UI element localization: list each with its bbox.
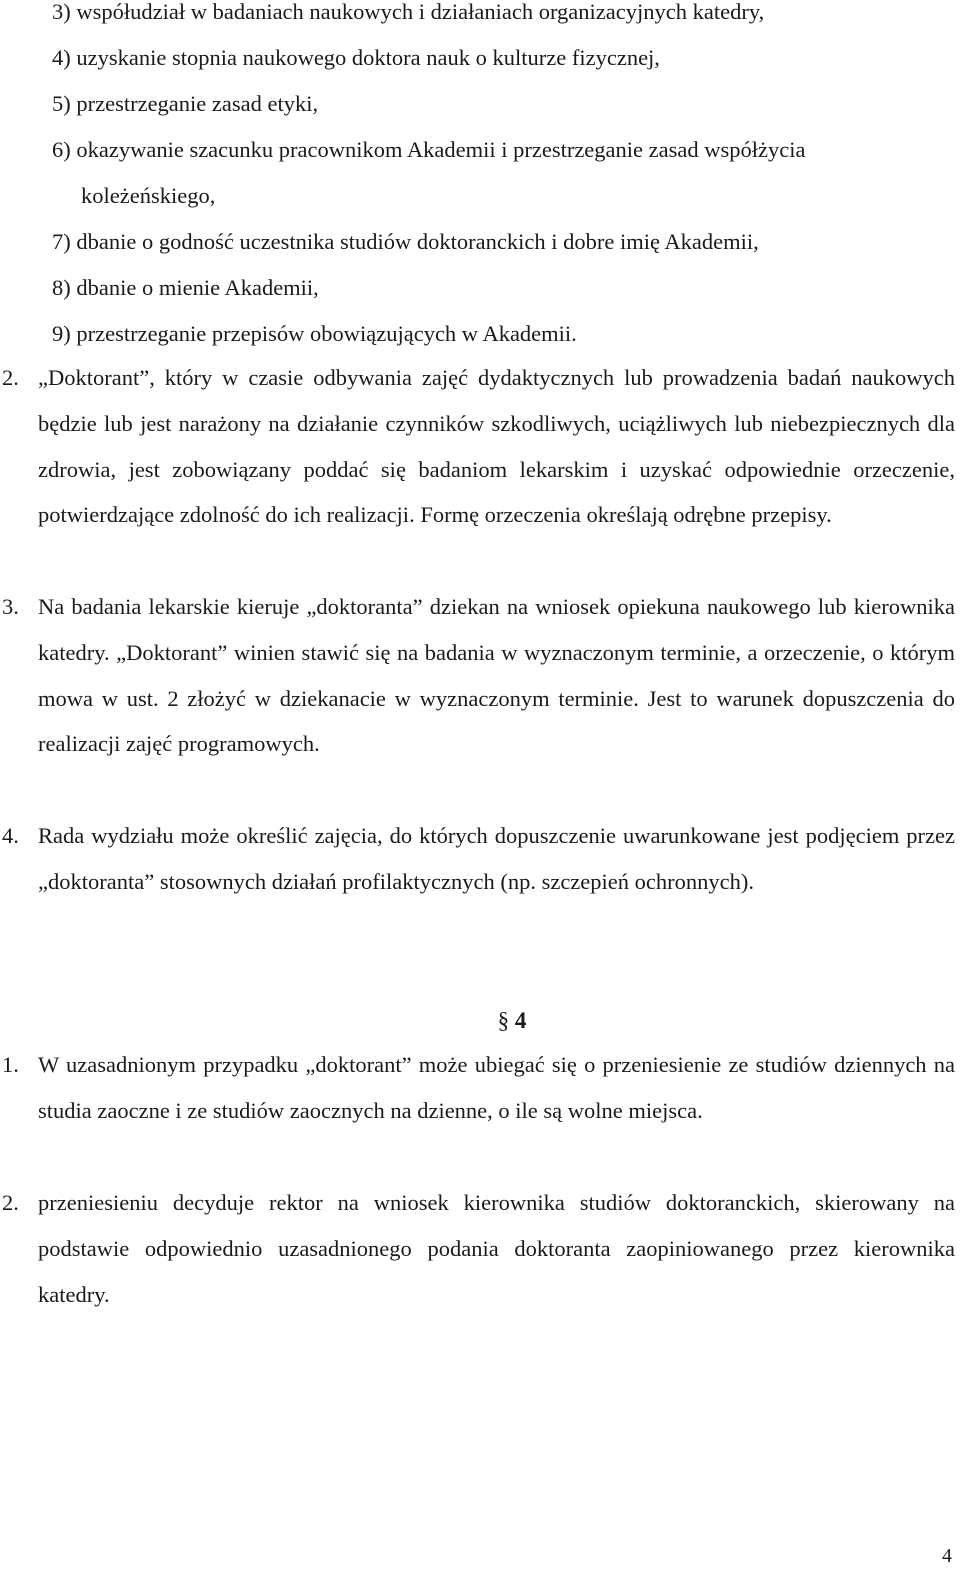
paragraph — [2, 1180, 955, 1317]
paragraph — [2, 1042, 955, 1134]
list-item: 4) uzyskanie stopnia naukowego doktora nauk o kulturze fizycznej, — [52, 45, 660, 70]
paragraph-text: Na badania lekarskie kieruje „doktoranta” dziekan na wniosek opiekuna naukowego lub kierownika katedry. „Doktorant” winien stawić się na badania w wyznaczonym terminie, a orzeczenie, o którym mowa w ust. 2 złożyć w dziekanacie w wyznaczonym terminie. Jest to warunek dopuszczenia do realizacji zajęć programowych. — [38, 594, 955, 757]
list-item: 3) współudział w badaniach naukowych i działaniach organizacyjnych katedry, — [52, 0, 765, 24]
page-number: 4 — [942, 1545, 952, 1567]
paragraph-number: 2. — [2, 365, 19, 390]
paragraph-number: 3. — [2, 594, 19, 619]
paragraph-text: „Doktorant”, który w czasie odbywania zajęć dydaktycznych lub prowadzenia badań naukowych będzie lub jest narażony na działanie czynników szkodliwych, uciążliwych lub niebezpiecznych dla zdrowia, jest zobowiązany poddać się badaniom lekarskim i uzyskać odpowiednie orzeczenie, potwierdzające zdolność do ich realizacji. Formę orzeczenia określają odrębne przepisy. — [38, 365, 955, 528]
section-symbol: § — [497, 1008, 510, 1033]
paragraph — [2, 355, 955, 538]
section-number: 4 — [514, 1008, 527, 1033]
list-item: 9) przestrzeganie przepisów obowiązujących w Akademii. — [52, 321, 577, 346]
paragraph-text: Rada wydziału może określić zajęcia, do których dopuszczenie uwarunkowane jest podjęciem przez „doktoranta” stosownych działań profilaktycznych (np. szczepień ochronnych). — [38, 823, 955, 894]
list-item: 6) okazywanie szacunku pracownikom Akademii i przestrzeganie zasad współżycia — [52, 137, 806, 162]
paragraph-text: przeniesieniu decyduje rektor na wniosek kierownika studiów doktoranckich, skierowany na podstawie odpowiednio uzasadnionego podania doktoranta zaopiniowanego przez kierownika katedry. — [38, 1190, 955, 1307]
paragraph-text: W uzasadnionym przypadku „doktorant” może ubiegać się o przeniesienie ze studiów dziennych na studia zaoczne i ze studiów zaocznych na dzienne, o ile są wolne miejsca. — [38, 1052, 955, 1123]
list-item: 7) dbanie o godność uczestnika studiów doktoranckich i dobre imię Akademii, — [52, 229, 759, 254]
list-item: 5) przestrzeganie zasad etyki, — [52, 91, 319, 116]
section-heading — [0, 998, 960, 1044]
paragraph — [2, 584, 955, 767]
paragraph-number: 4. — [2, 823, 19, 848]
paragraph — [2, 813, 955, 905]
list-item: 8) dbanie o mienie Akademii, — [52, 275, 319, 300]
paragraph-number: 1. — [2, 1052, 19, 1077]
paragraph-number: 2. — [2, 1190, 19, 1215]
list-item-continuation: koleżeńskiego, — [81, 183, 216, 208]
